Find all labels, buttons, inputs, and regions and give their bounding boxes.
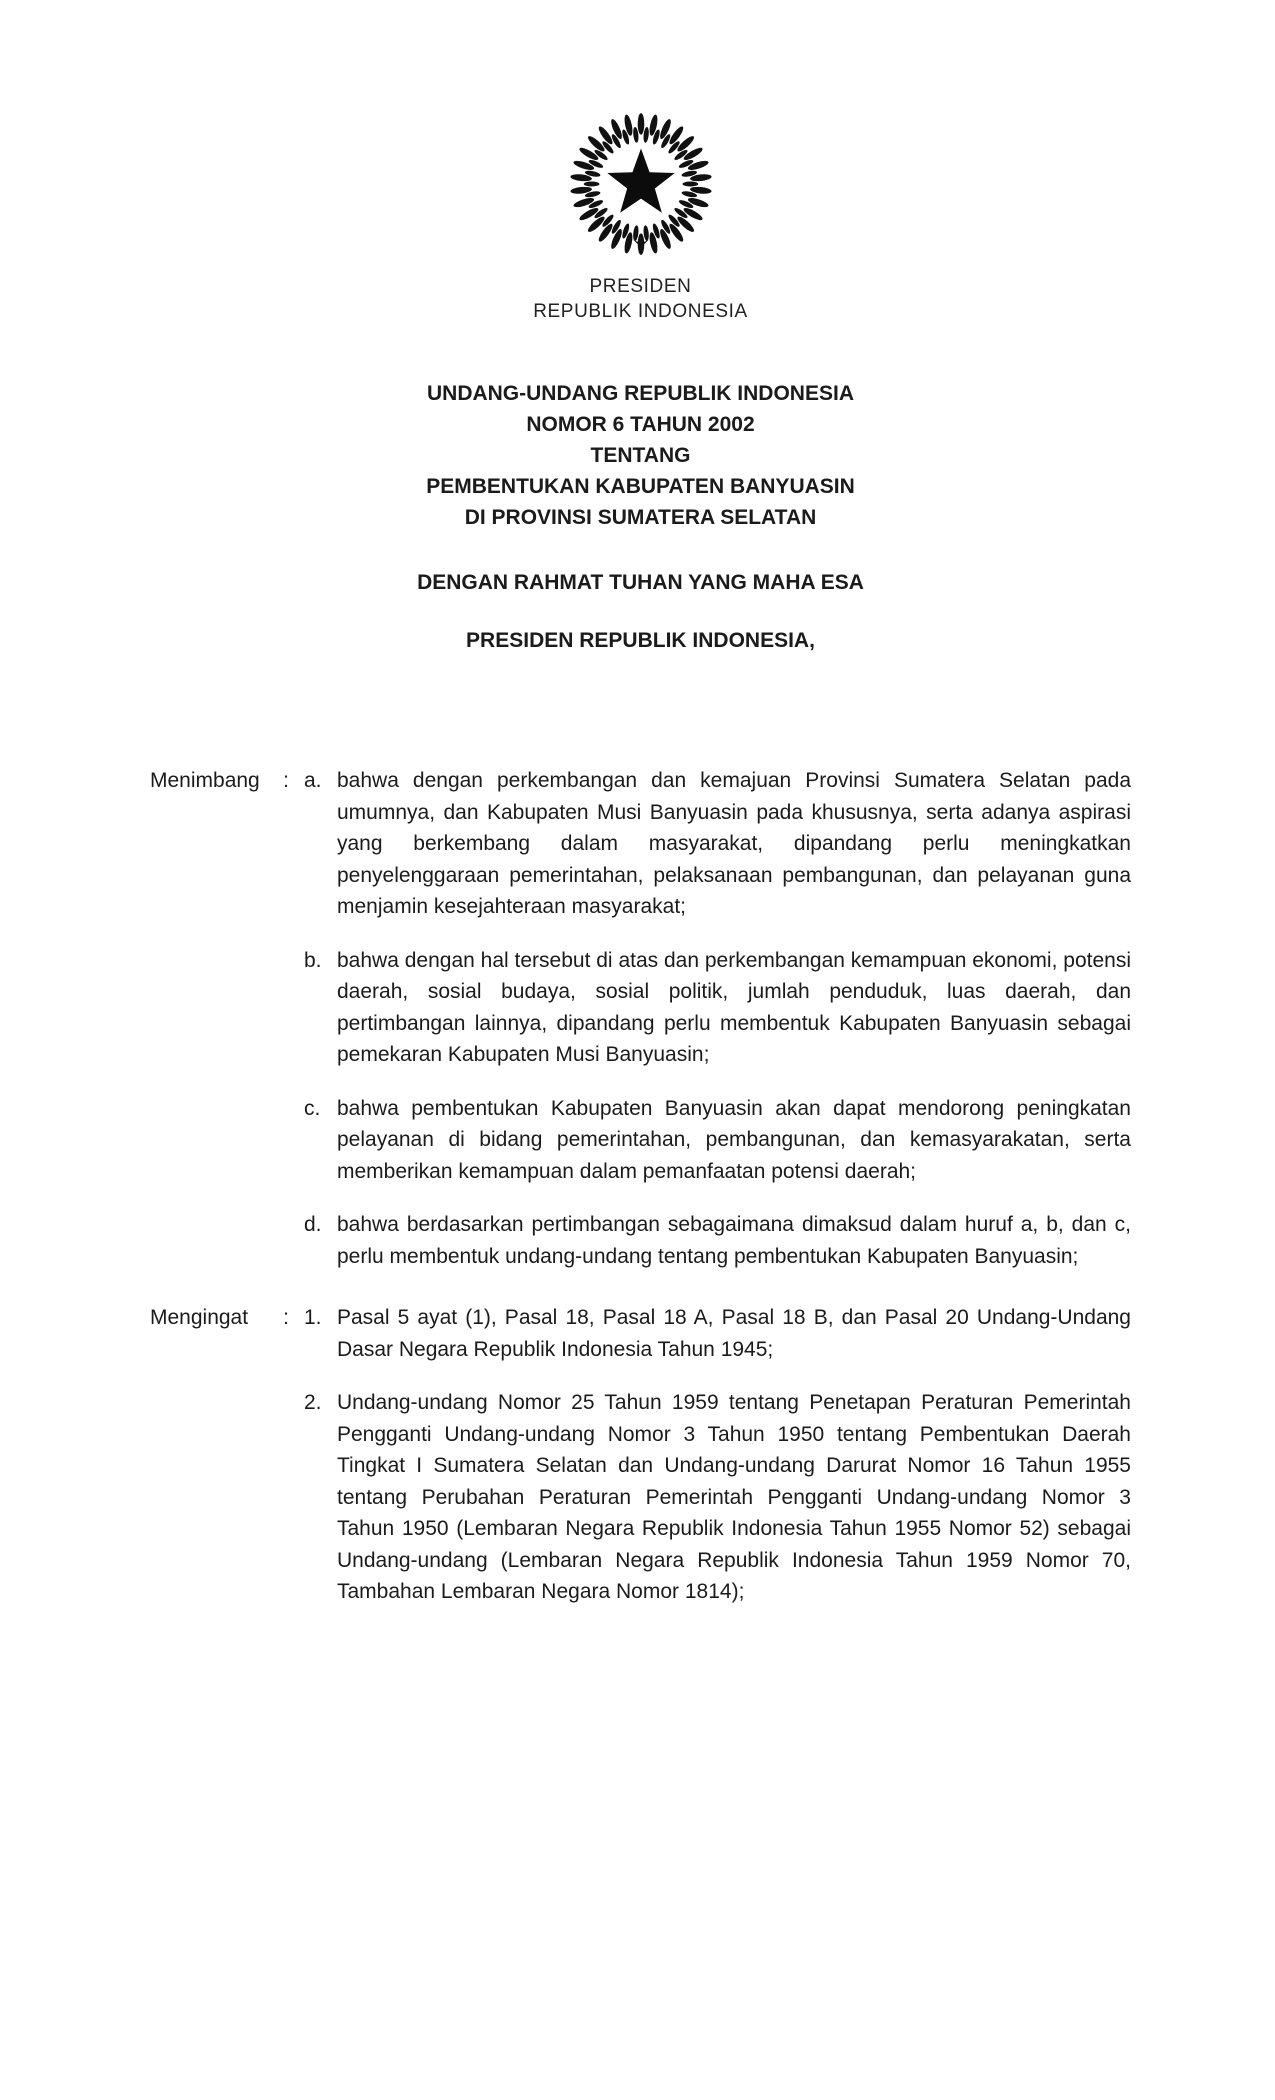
list-item: [304, 1209, 1131, 1272]
document-header: [150, 108, 1131, 324]
list-item: [304, 1093, 1131, 1188]
presidential-seal-icon: [565, 108, 717, 260]
header-republik-indonesia: REPUBLIK INDONESIA: [533, 301, 748, 322]
title-line-3: TENTANG: [590, 444, 691, 467]
section-menimbang-colon: :: [283, 769, 289, 792]
mengingat-items: [304, 1302, 1131, 1608]
list-item-text: bahwa dengan hal tersebut di atas dan perkembangan kemampuan ekonomi, potensi daerah, sosial budaya, sosial politik, jumlah penduduk, luas daerah, dan pertimbangan lainnya, dipandang perlu membentuk Kabupaten Banyuasin sebagai pemekaran Kabupaten Musi Banyuasin;: [337, 948, 1131, 1066]
title-line-5: DI PROVINSI SUMATERA SELATAN: [464, 506, 817, 529]
section-menimbang: [150, 765, 1131, 1272]
list-item: [304, 945, 1131, 1071]
list-item: [304, 1387, 1131, 1608]
list-item-marker: a.: [304, 769, 322, 792]
list-item-marker: 2.: [304, 1391, 322, 1414]
preamble-sections: [150, 765, 1131, 1608]
list-item-text: Pasal 5 ayat (1), Pasal 18, Pasal 18 A, Pasal 18 B, dan Pasal 20 Undang-Undang Dasar Negara Republik Indonesia Tahun 1945;: [337, 1306, 1131, 1361]
section-mengingat: [150, 1302, 1131, 1608]
list-item-marker: d.: [304, 1213, 322, 1236]
list-item-text: bahwa pembentukan Kabupaten Banyuasin akan dapat mendorong peningkatan pelayanan di bidang pemerintahan, pembangunan, dan kemasyarakatan, serta memberikan kemampuan dalam pemanfaatan potensi daerah;: [337, 1096, 1131, 1183]
menimbang-items: [304, 765, 1131, 1272]
list-item: [304, 1302, 1131, 1365]
list-item-marker: 1.: [304, 1306, 322, 1329]
header-presiden: PRESIDEN: [589, 276, 692, 297]
list-item-text: bahwa dengan perkembangan dan kemajuan Provinsi Sumatera Selatan pada umumnya, dan Kabupaten Musi Banyuasin pada khususnya, serta adanya aspirasi yang berkembang dalam masyarakat, dipandang perlu meningkatkan penyelenggaraan pemerintahan, pelaksanaan pembangunan, dan pelayanan guna menjamin kesejahteraan masyarakat;: [337, 769, 1131, 918]
list-item-text: bahwa berdasarkan pertimbangan sebagaimana dimaksud dalam huruf a, b, dan c, perlu membentuk undang-undang tentang pembentukan Kabupaten Banyuasin;: [337, 1213, 1131, 1268]
section-mengingat-colon: :: [283, 1306, 289, 1329]
list-item-marker: c.: [304, 1096, 321, 1120]
list-item-text: Undang-undang Nomor 25 Tahun 1959 tentang Penetapan Peraturan Pemerintah Pengganti Undang-undang Nomor 3 Tahun 1950 tentang Pembentukan Daerah Tingkat I Sumatera Selatan dan Undang-undang Darurat Nomor 16 Tahun 1955 tentang Perubahan Peraturan Pemerintah Pengganti Undang-undang Nomor 3 Tahun 1950 (Lembaran Negara Republik Indonesia Tahun 1955 Nomor 52) sebagai Undang-undang (Lembaran Negara Republik Indonesia Tahun 1959 Nomor 70, Tambahan Lembaran Negara Nomor 1814);: [337, 1391, 1131, 1603]
title-line-1: UNDANG-UNDANG REPUBLIK INDONESIA: [426, 382, 854, 405]
document-title-block: [150, 378, 1131, 533]
seal-star: [607, 149, 674, 213]
title-line-2: NOMOR 6 TAHUN 2002: [526, 413, 755, 436]
section-mengingat-label: Mengingat: [150, 1306, 249, 1329]
list-item: [304, 765, 1131, 923]
section-menimbang-label: Menimbang: [150, 769, 260, 792]
title-line-4: PEMBENTUKAN KABUPATEN BANYUASIN: [426, 475, 855, 498]
invocation-line: DENGAN RAHMAT TUHAN YANG MAHA ESA: [417, 571, 864, 594]
list-item-marker: b.: [304, 948, 322, 972]
authority-line: PRESIDEN REPUBLIK INDONESIA,: [466, 629, 815, 652]
